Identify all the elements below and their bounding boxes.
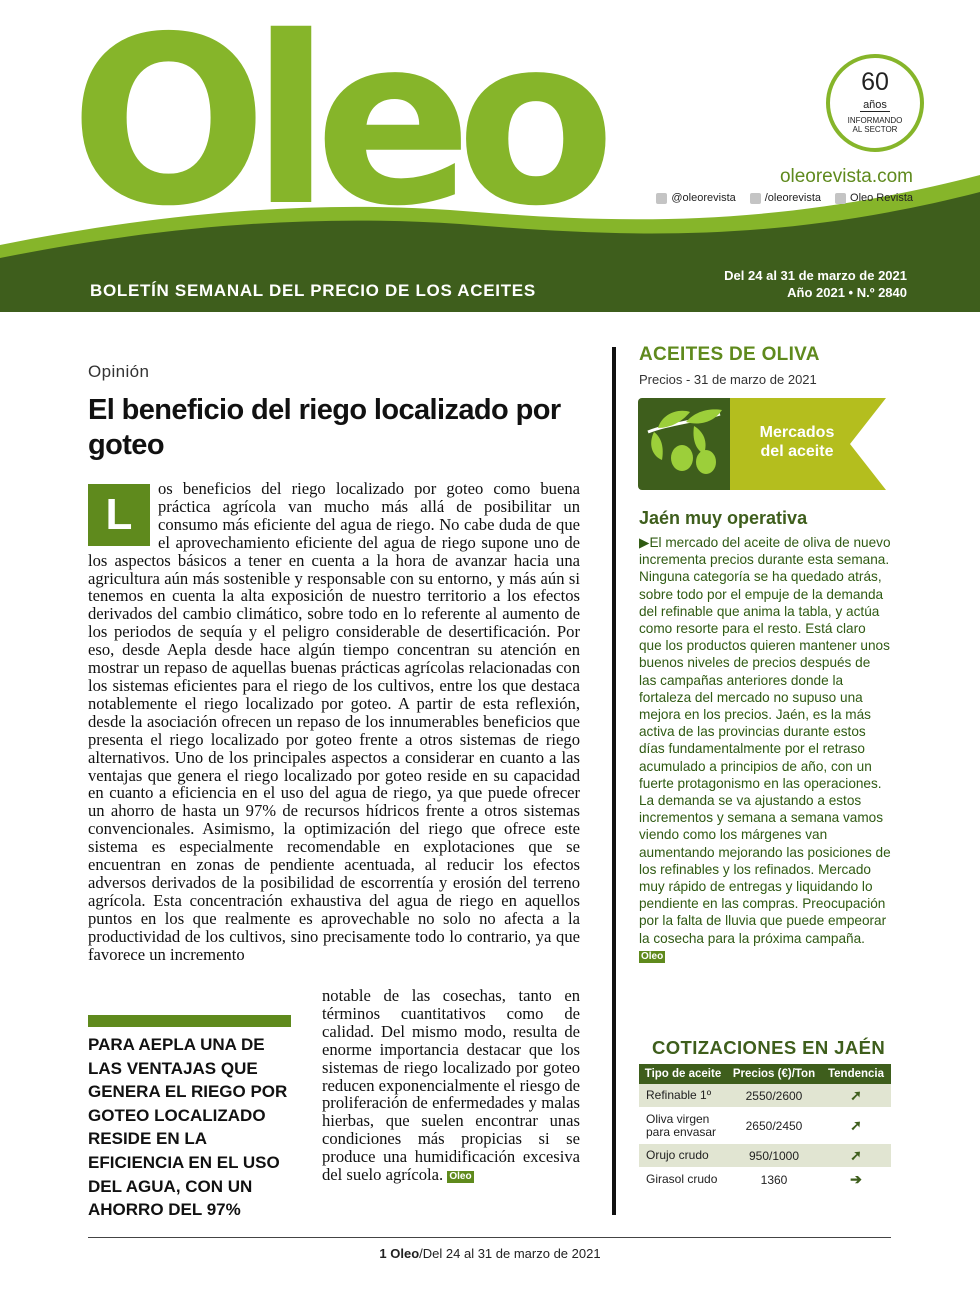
trend-flat-icon: ➔ xyxy=(821,1168,891,1192)
issue-number: Año 2021 • N.º 2840 xyxy=(787,285,907,300)
table-row: Oliva virgen para envasar 2650/2450 ➚ xyxy=(639,1108,891,1144)
table-row: Girasol crudo 1360 ➔ xyxy=(639,1168,891,1192)
trend-up-icon: ➚ xyxy=(821,1144,891,1168)
sidebar-heading: ACEITES DE OLIVA xyxy=(639,344,820,365)
anniversary-label: años xyxy=(860,99,890,112)
article-body-continued xyxy=(322,987,580,1203)
page-footer xyxy=(0,1246,980,1261)
table-row: Orujo crudo 950/1000 ➚ xyxy=(639,1144,891,1168)
end-mark: Oleo xyxy=(449,1171,472,1183)
article-body-text-continued: notable de las cosechas, tanto en términos cuantitativos como de calidad. Del mismo modo, resulta de enorme importancia destacar que los sistemas de riego localizado por goteo reducen exponencialmente el riesgo de proliferación de enfermedades y malas hierbas, que suelen encontrar unas condiciones más propicias si se produce una humidificación excesiva del suelo agrícola. xyxy=(322,987,580,1185)
facebook-icon xyxy=(750,193,761,204)
article-body xyxy=(88,480,580,985)
trend-up-icon: ➚ xyxy=(821,1084,891,1108)
section-label: Opinión xyxy=(88,362,150,381)
quotes-table xyxy=(639,1064,891,1192)
market-banner-label: Mercados del aceite xyxy=(759,424,835,460)
col-header-tendencia: Tendencia xyxy=(821,1064,891,1084)
page-number: 1 Oleo xyxy=(379,1246,420,1261)
bulletin-tagline: BOLETÍN SEMANAL DEL PRECIO DE LOS ACEITES xyxy=(90,281,536,300)
news-body xyxy=(639,534,891,964)
social-linkedin[interactable]: Oleo Revista xyxy=(835,192,913,204)
col-header-tipo: Tipo de aceite xyxy=(639,1064,727,1084)
footer-date: /Del 24 al 31 de marzo de 2021 xyxy=(419,1246,601,1261)
masthead xyxy=(0,0,980,312)
news-end-mark: Oleo xyxy=(641,950,664,962)
pull-quote-rule xyxy=(88,1015,291,1027)
play-arrow-icon: ▶ xyxy=(639,535,650,550)
table-header-row xyxy=(639,1064,891,1084)
olive-icon xyxy=(638,398,730,490)
pull-quote: PARA AEPLA UNA DE LAS VENTAJAS QUE GENERA EL RIEGO POR GOTEO LOCALIZADO RESIDE EN LA EFICIENCIA EN EL USO DEL AGUA, CON UN AHORRO DEL 97% xyxy=(88,1035,288,1220)
news-body-text: El mercado del aceite de oliva de nuevo incrementa precios durante esta semana. Ninguna categoría se ha quedado atrás, sobre todo por el empuje de la demanda del refinable que anima la tabla, y actúa como resorte para el resto. Está claro que los productos quieren mantener unos buenos niveles de precios después de las campañas anteriores donde la fortaleza del mercado no supuso una mejora en los precios. Jaén, es la más activa de las provincias durante estos días fundamentalmente por el retraso acumulado a principios de año, con un fuerte protagonismo en las operaciones. La demanda se va ajustando a estos incrementos y semana a semana vamos viendo como los márgenes van aumentando mejorando las posiciones de los refinables y los refinados. Mercado muy rápido de entregas y liquidando lo pendiente en las compras. Preocupación por la falta de lluvia que puede empeorar la cosecha para la próxima campaña. xyxy=(639,535,891,946)
article-body-text: os beneficios del riego localizado por goteo como buena práctica agrícola van mucho más allá de posibilitar un consumo más eficiente del agua de riego. No cabe duda de que el aprovechamiento eficiente del agua de riego supone uno de los aspectos básicos a tener en cuenta a la hora de avanzar hacia una agricultura aún más sostenible y responsable con su entorno, y más aún si tenemos en cuenta la alta exposición de nuestro territorio a los efectos derivados del cambio climático, sobre todo en lo referente al aumento de los periodos de sequía y el peligro considerable de desertificación. Por eso, desde Aepla desde hace algún tiempo concentran su atención en mostrar un repaso de aquellas buenas prácticas agrícolas relacionadas con los sistemas eficientes para el riego de los cultivos, entre los que destaca notablemente el riego localizado por goteo. A partir de esta reflexión, desde la asociación ofrecen un repaso de los innumerables beneficios que presenta el riego localizado por goteo frente a otros sistemas de riego alternativos. Uno de los principales aspectos a considerar en cuanto a las ventajas que genera el riego localizado por goteo reside en su capacidad en cuanto a eficiencia en el uso del agua de riego, ya que puede ofrecer un ahorro de hasta un 97% de recursos hídricos frente a otros sistemas convencionales. Asimismo, la optimización del riego que ofrece este sistema es especialmente recomendable en explotaciones que se encuentran en zonas de pendiente acentuada, al reducir los efectos adversos derivados de la posibilidad de escorrentía y erosión del terreno agrícola. Esta concentración exhaustiva del agua de riego en aquellos puntos en los que realmente es aprovechable no solo no afecta a la productividad de los cultivos, sino precisamente todo lo contrario, ya que favorece un incremento xyxy=(88,480,580,964)
anniversary-badge xyxy=(826,54,924,152)
market-banner xyxy=(638,398,886,490)
trend-up-icon: ➚ xyxy=(821,1108,891,1144)
social-twitter[interactable]: @oleorevista xyxy=(656,192,735,204)
oleo-logo: Oleo xyxy=(70,0,600,257)
website-link[interactable]: oleorevista.com xyxy=(779,166,913,187)
issue-date-range: Del 24 al 31 de marzo de 2021 xyxy=(724,268,907,283)
social-facebook[interactable]: /oleorevista xyxy=(750,192,821,204)
linkedin-icon xyxy=(835,193,846,204)
social-links xyxy=(656,192,913,204)
sidebar-subheading: Precios - 31 de marzo de 2021 xyxy=(639,372,817,387)
news-title: Jaén muy operativa xyxy=(639,508,808,528)
anniversary-tagline: INFORMANDO AL SECTOR xyxy=(847,116,903,135)
twitter-icon xyxy=(656,193,667,204)
column-divider xyxy=(612,347,616,1215)
footer-rule xyxy=(88,1237,891,1238)
table-row: Refinable 1º 2550/2600 ➚ xyxy=(639,1084,891,1108)
col-header-precio: Precios (€)/Ton xyxy=(727,1064,821,1084)
drop-cap: L xyxy=(88,484,150,546)
anniversary-years: 60 xyxy=(861,68,889,96)
olive-branch-icon xyxy=(638,398,730,490)
issue-info xyxy=(724,267,907,301)
article-title: El beneficio del riego localizado por goteo xyxy=(88,394,561,461)
quotes-title: COTIZACIONES EN JAÉN xyxy=(652,1037,886,1058)
